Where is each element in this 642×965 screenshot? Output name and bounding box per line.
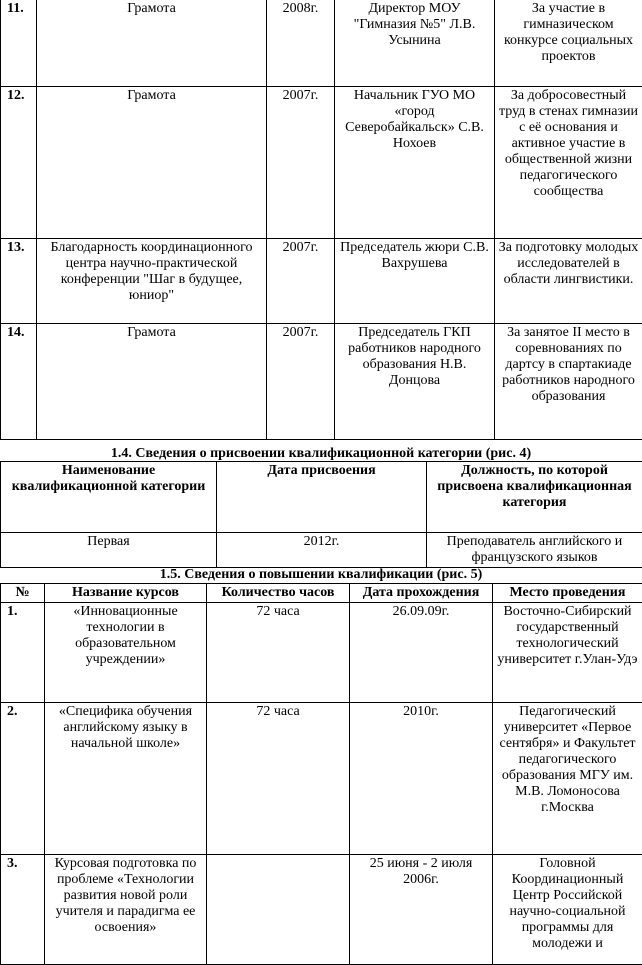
section-15-title: 1.5. Сведения о повышении квалификации (рис. 5) — [0, 567, 642, 583]
award-issuer: Председатель ГКП работников народного образования Н.В. Донцова — [335, 324, 495, 440]
table-row — [1, 855, 642, 965]
award-year: 2008г. — [267, 0, 335, 87]
row-number: 11. — [1, 0, 37, 87]
award-year: 2007г. — [267, 324, 335, 440]
award-year: 2007г. — [267, 239, 335, 324]
category-date: 2012г. — [217, 533, 427, 568]
section-14-title: 1.4. Сведения о присвоении квалификационной категории (рис. 4) — [0, 446, 642, 462]
row-number: 12. — [1, 87, 37, 239]
award-issuer: Начальник ГУО МО «город Северобайкальск» С.В. Нохоев — [335, 87, 495, 239]
award-name: Грамота — [37, 324, 267, 440]
qualification-courses-table — [0, 583, 642, 965]
table-row — [1, 0, 642, 87]
course-name: Курсовая подготовка по проблеме «Технологии развития новой роли учителя и парадигма ее освоения» — [45, 855, 207, 965]
course-place: Педагогический университет «Первое сентября» и Факультет педагогического образования МГУ им. М.В. Ломоносова г.Москва — [493, 703, 642, 855]
table-row — [1, 239, 642, 324]
award-name: Грамота — [37, 87, 267, 239]
awards-table — [0, 0, 642, 440]
course-date: 2010г. — [350, 703, 493, 855]
category-position: Преподаватель английского и французского языков — [427, 533, 642, 568]
column-header: Название курсов — [45, 584, 207, 603]
award-name: Грамота — [37, 0, 267, 87]
award-name: Благодарность координационного центра научно-практической конференции "Шаг в будущее, юниор" — [37, 239, 267, 324]
award-reason: За участие в гимназическом конкурсе социальных проектов — [495, 0, 642, 87]
category-name: Первая — [1, 533, 217, 568]
row-number: 3. — [1, 855, 45, 965]
column-header: Наименование квалификационной категории — [1, 462, 217, 533]
row-number: 13. — [1, 239, 37, 324]
qualification-category-table — [0, 461, 642, 568]
course-hours — [207, 855, 350, 965]
course-date: 26.09.09г. — [350, 603, 493, 703]
award-reason: За подготовку молодых исследователей в области лингвистики. — [495, 239, 642, 324]
table-row — [1, 703, 642, 855]
table-row — [1, 603, 642, 703]
award-issuer: Председатель жюри С.В. Вахрушева — [335, 239, 495, 324]
course-name: «Инновационные технологии в образовательном учреждении» — [45, 603, 207, 703]
award-year: 2007г. — [267, 87, 335, 239]
table-header-row — [1, 462, 642, 533]
award-reason: За занятое II место в соревнованиях по дартсу в спартакиаде работников народного образования — [495, 324, 642, 440]
table-row — [1, 87, 642, 239]
table-row — [1, 533, 642, 568]
column-header: Должность, по которой присвоена квалификационная категория — [427, 462, 642, 533]
course-hours: 72 часа — [207, 703, 350, 855]
table-header-row — [1, 584, 642, 603]
column-header: № — [1, 584, 45, 603]
row-number: 1. — [1, 603, 45, 703]
column-header: Место проведения — [493, 584, 642, 603]
course-date: 25 июня - 2 июля 2006г. — [350, 855, 493, 965]
award-issuer: Директор МОУ "Гимназия №5" Л.В. Усынина — [335, 0, 495, 87]
course-name: «Специфика обучения английскому языку в начальной школе» — [45, 703, 207, 855]
table-row — [1, 324, 642, 440]
column-header: Дата прохождения — [350, 584, 493, 603]
course-hours: 72 часа — [207, 603, 350, 703]
row-number: 14. — [1, 324, 37, 440]
course-place: Восточно-Сибирский государственный технологический университет г.Улан-Удэ — [493, 603, 642, 703]
row-number: 2. — [1, 703, 45, 855]
column-header: Дата присвоения — [217, 462, 427, 533]
course-place: Головной Координационный Центр Российской научно-социальной программы для молодежи и — [493, 855, 642, 965]
column-header: Количество часов — [207, 584, 350, 603]
award-reason: За добросовестный труд в стенах гимназии с её основания и активное участие в общественной жизни педагогического сообщества — [495, 87, 642, 239]
